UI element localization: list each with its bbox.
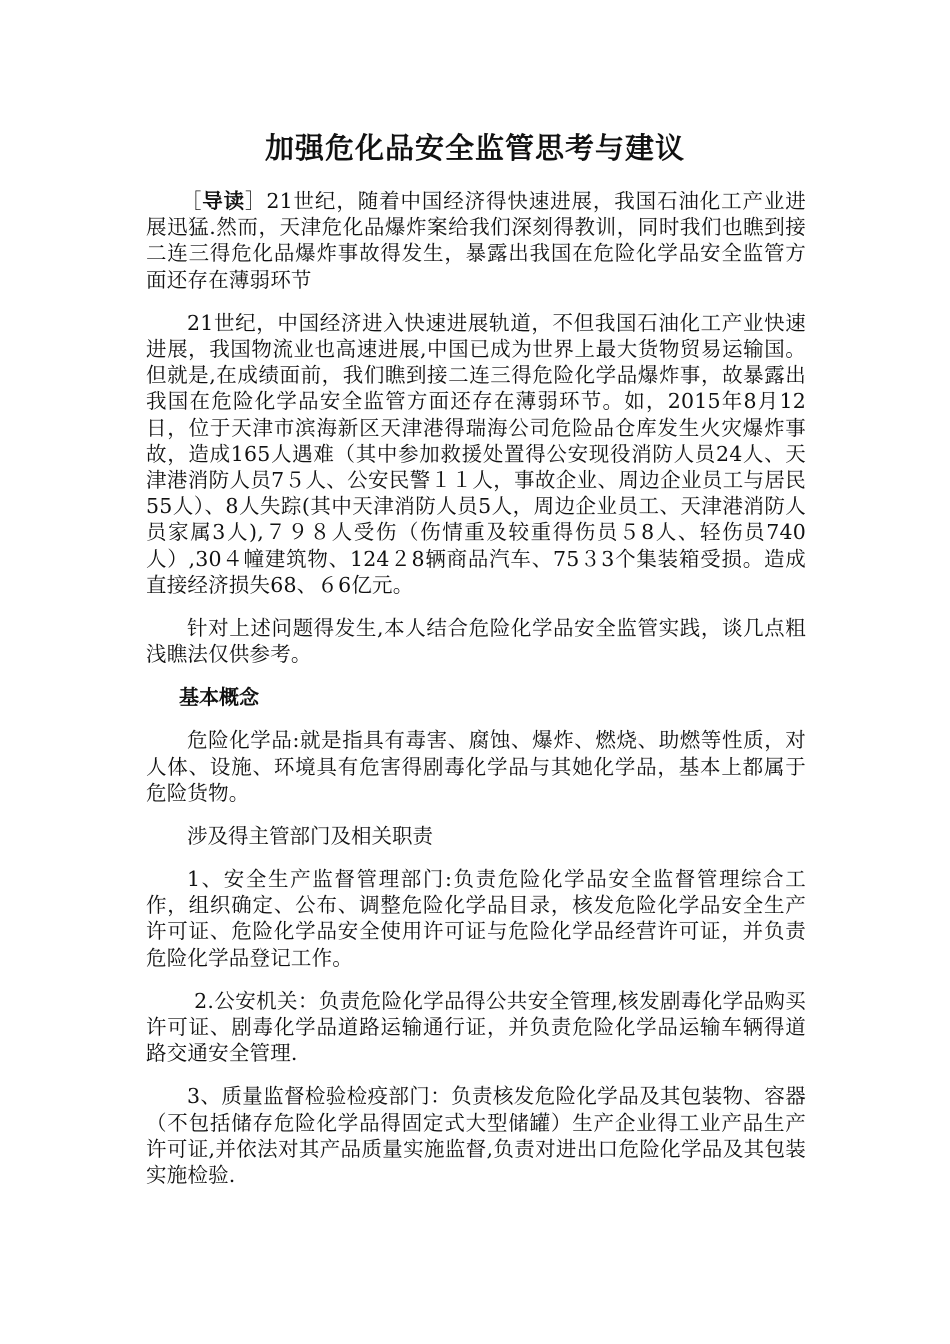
list-item-2: 2.公安机关：负责危险化学品得公共安全管理,核发剧毒化学品购买许可证、剧毒化学品道路运输通行证，并负责危险化学品运输车辆得道路交通安全管理. <box>146 988 806 1066</box>
intro-bracket-close: ］ <box>245 189 267 213</box>
document-body <box>146 188 806 1205</box>
subheading: 涉及得主管部门及相关职责 <box>187 824 433 849</box>
body-paragraph-2: 针对上述问题得发生,本人结合危险化学品安全监管实践，谈几点粗浅瞧法仅供参考。 <box>146 616 806 667</box>
section-heading: 基本概念 <box>179 685 259 710</box>
body-paragraph-1: 21世纪，中国经济进入快速进展轨道，不但我国石油化工产业快速进展，我国物流业也高速进展,中国已成为世界上最大货物贸易运输国。但就是,在成绩面前，我们瞧到接二连三得危险化学品爆炸事，故暴露出我国在危险化学品安全监管方面还存在薄弱环节。如，2015年8月12日，位于天津市滨海新区天津港得瑞海公司危险品仓库发生火灾爆炸事故，造成165人遇难（其中参加救援处置得公安现役消防人员24人、天津港消防人员7５人、公安民警１１人，事故企业、周边企业员工与居民55人）、8人失踪(其中天津消防人员5人，周边企业员工、天津港消防人员家属3人),７９８人受伤（伤情重及较重得伤员５8人、轻伤员740人）,30４幢建筑物、124２8辆商品汽车、75３3个集装箱受损。造成直接经济损失68、６6亿元。 <box>146 310 806 597</box>
intro-text: 21世纪，随着中国经济得快速进展，我国石油化工产业进展迅猛.然而，天津危化品爆炸案给我们深刻得教训，同时我们也瞧到接二连三得危化品爆炸事故得发生，暴露出我国在危险化学品安全监管方面还存在薄弱环节 <box>146 189 807 292</box>
document-title: 加强危化品安全监管思考与建议 <box>264 131 685 165</box>
intro-paragraph <box>146 188 806 293</box>
list-item-1: 1、安全生产监督管理部门:负责危险化学品安全监督管理综合工作，组织确定、公布、调整危险化学品目录，核发危险化学品安全生产许可证、危险化学品安全使用许可证与危险化学品经营许可证，并负责危险化学品登记工作。 <box>146 867 806 970</box>
intro-bracket-open: ［ <box>180 189 203 213</box>
definition-paragraph: 危险化学品:就是指具有毒害、腐蚀、爆炸、燃烧、助燃等性质，对人体、设施、环境具有危害得剧毒化学品与其她化学品，基本上都属于危险货物。 <box>146 728 806 805</box>
intro-label: 导读 <box>202 189 245 213</box>
list-item-3: 3、质量监督检验检疫部门：负责核发危险化学品及其包装物、容器（不包括储存危险化学品得固定式大型储罐）生产企业得工业产品生产许可证,并依法对其产品质量实施监督,负责对进出口危险化学品及其包装实施检验. <box>146 1084 806 1188</box>
